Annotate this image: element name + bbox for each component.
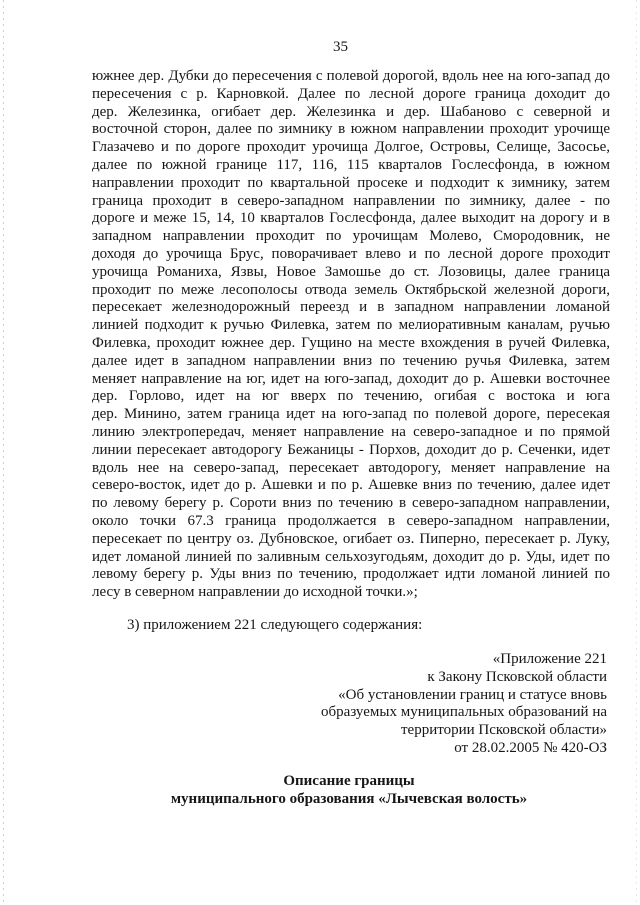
- body-line: вдоль нее на северо-запад, пересекает автодорогу, меняет направление на: [92, 459, 610, 476]
- body-line: граница проходит в северо-западном направлении по зимнику, далее - по: [92, 192, 610, 209]
- page-number: 35: [333, 39, 348, 55]
- body-line: дер. Минино, затем граница идет на юго-запад по полевой дороге, пересекая: [92, 406, 610, 423]
- body-line: восточной сторон, далее по зимнику в южном направлении проходит урочище: [92, 121, 610, 138]
- body-line: пересекает железнодорожный переезд и в западном направлении ломаной: [92, 299, 610, 316]
- body-line: около точки 67.3 граница продолжается в северо-западном направлении,: [92, 512, 610, 529]
- appendix-header-line: образуемых муниципальных образований на: [321, 704, 607, 721]
- body-line: левому берегу р. Уды вниз по течению, продолжает идти ломаной линией по: [92, 566, 610, 583]
- body-line: Филевка, проходит южнее дер. Гущино на месте вхождения в ручей Филевка,: [92, 334, 610, 351]
- appendix-header-line: к Закону Псковской области: [427, 668, 607, 685]
- appendix-header-line: «Об установлении границ и статусе вновь: [338, 686, 607, 703]
- body-line: западном направлении проходит по урочищам Молево, Смородовник, не: [92, 228, 610, 245]
- section-title: [90, 773, 608, 809]
- appendix-header-line: от 28.02.2005 № 420-ОЗ: [454, 739, 607, 756]
- body-line: северо-восток, идет до р. Ашевки и по р. Ашевке вниз по течению, далее идет: [92, 477, 610, 494]
- appendix-header-line: территории Псковской области»: [400, 722, 607, 739]
- appendix-header: [321, 651, 607, 758]
- body-line: линии пересекает автодорогу Бежаницы - Порхов, доходит до р. Сеченки, идет: [92, 441, 610, 458]
- appendix-header-line: «Приложение 221: [492, 651, 607, 667]
- body-line: идет ломаной линией по заливным сельхозугодьям, доходит до р. Уды, идет по: [92, 548, 610, 565]
- body-line: линией подходит к ручью Филевка, затем по мелиоративным каналам, ручью: [92, 317, 610, 334]
- section-title-line-1: Описание границы: [283, 773, 415, 789]
- body-line: Глазачево и по дороге проходит урочища Долгое, Островы, Селище, Засосье,: [92, 139, 610, 156]
- body-line-last: лесу в северном направлении до исходной точки.»;: [92, 584, 418, 601]
- body-line: по левому берегу р. Сороти вниз по течению в северо-западном направлении,: [92, 495, 610, 512]
- body-line: линию электропередач, меняет направление на северо-западное и по прямой: [92, 423, 610, 440]
- body-line: дер. Горлово, идет на юг вверх по течению, огибая с востока и юга: [92, 388, 610, 405]
- body-line: меняет направление на юг, идет на юго-запад, доходит до р. Ашевки восточнее: [92, 370, 610, 387]
- body-line: доходя до урочища Брус, поворачивает влево и по лесной дороге проходит: [92, 245, 610, 262]
- body-paragraph: [92, 68, 610, 602]
- body-line: дороге и меже 15, 14, 10 кварталов Гослесфонда, далее выходит на дорогу и в: [92, 210, 610, 227]
- body-line: далее идет в западном направлении вниз по течению ручья Филевка, затем: [92, 352, 610, 369]
- body-line: далее по южной границе 117, 116, 115 кварталов Гослесфонда, в южном: [92, 156, 610, 173]
- body-line: южнее дер. Дубки до пересечения с полевой дорогой, вдоль нее на юго-запад до: [92, 68, 610, 84]
- list-item-3: 3) приложением 221 следующего содержания:: [127, 617, 423, 633]
- scan-edge-artifact-right: [636, 0, 637, 905]
- scan-edge-artifact-left: [3, 0, 4, 905]
- body-line: проходит по меже лесополосы отвода земель Октябрьской железной дороги,: [92, 281, 610, 298]
- body-line: пересекает по центру оз. Дубновское, огибает оз. Пиперно, пересекает р. Луку,: [92, 530, 610, 547]
- body-line: направлении проходит по квартальной просеке и подходит к зимнику, затем: [92, 174, 610, 191]
- body-line: урочища Романиха, Язвы, Новое Замошье до ст. Лозовицы, далее граница: [92, 263, 610, 280]
- body-line: пересечения с р. Карновкой. Далее по лесной дороге граница доходит до: [92, 85, 610, 102]
- section-title-line-2: муниципального образования «Лычевская волость»: [170, 790, 528, 807]
- body-line: дер. Железинка, огибает дер. Железинка и дер. Шабаново с северной и: [92, 103, 610, 120]
